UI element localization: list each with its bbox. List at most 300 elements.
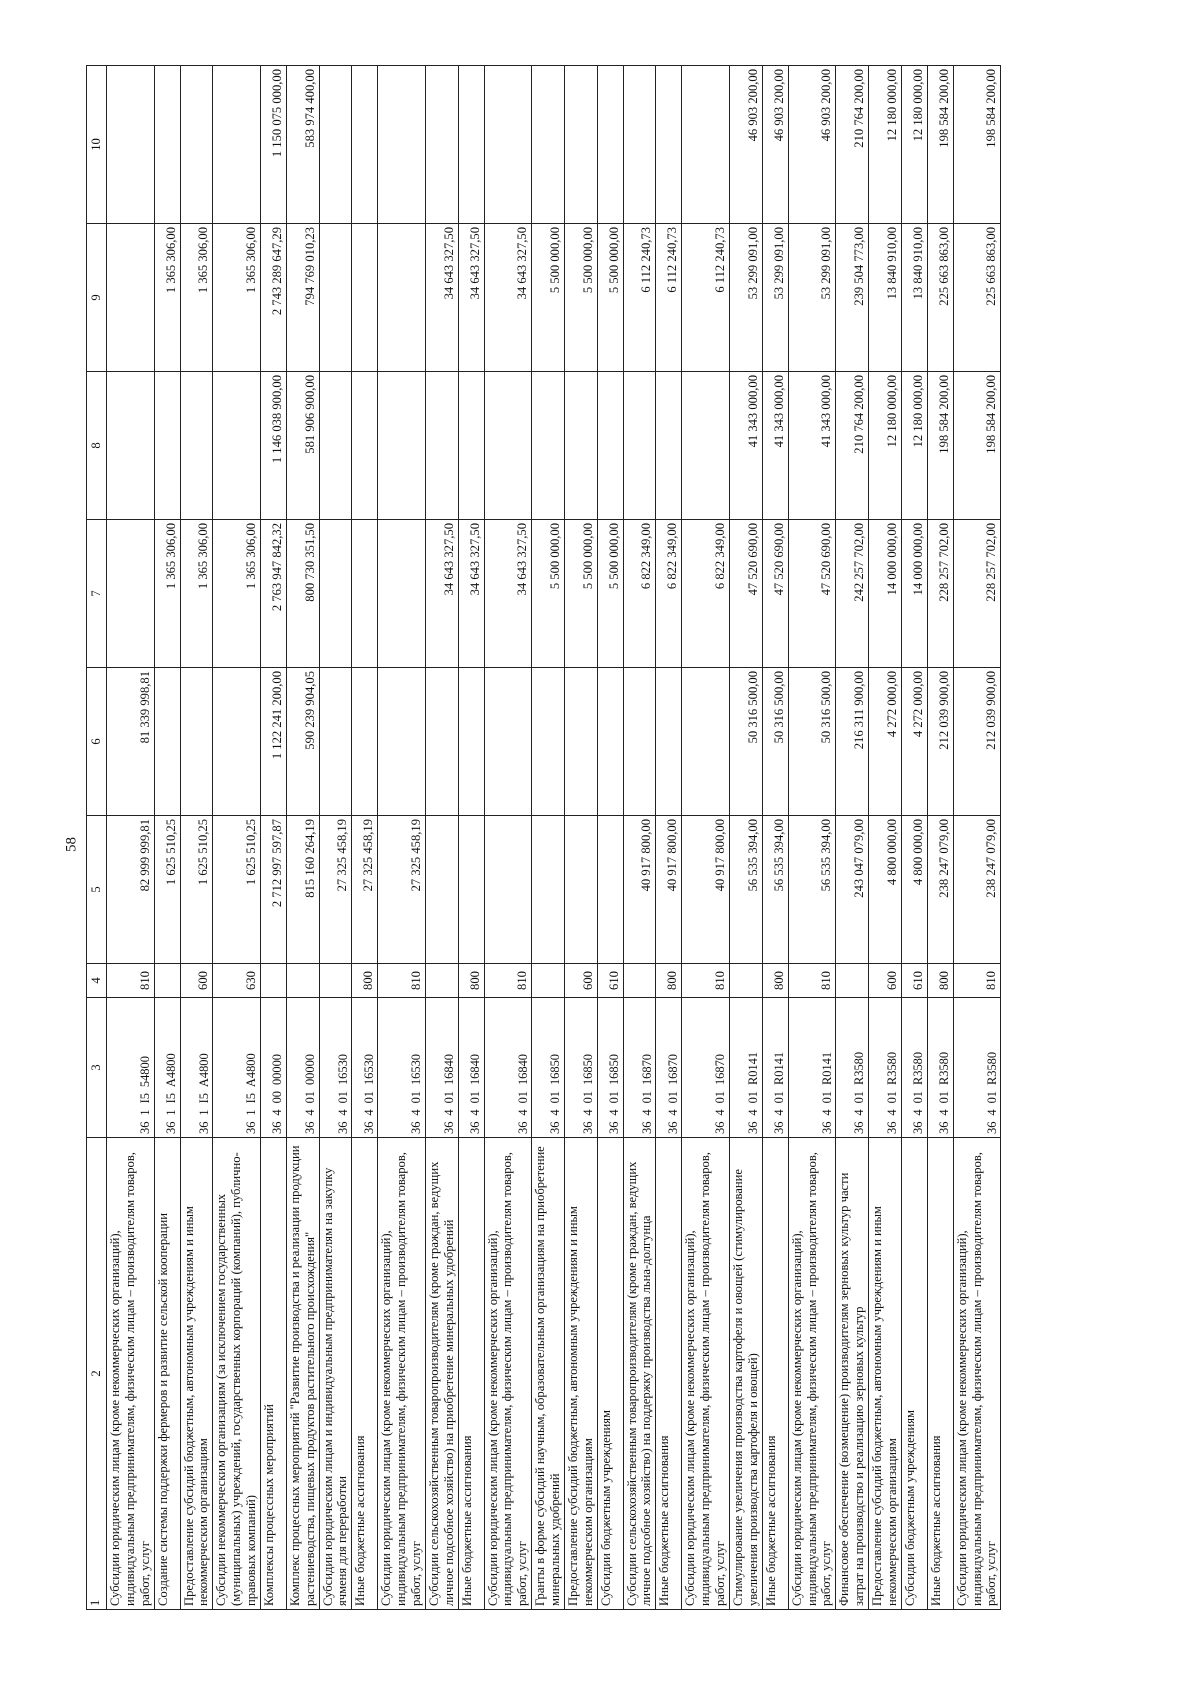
- row-value-c9: 1 365 306,00: [180, 224, 213, 372]
- table-row: [532, 66, 565, 1610]
- code-part: 4: [885, 1109, 900, 1116]
- table-row: [107, 66, 155, 1610]
- row-vr: [319, 964, 352, 998]
- column-header: 9: [87, 224, 107, 372]
- row-code: [532, 998, 565, 1138]
- code-part: R3580: [885, 1051, 900, 1086]
- row-value-c5: 2 712 997 597,87: [260, 816, 286, 964]
- code-part: 36: [441, 1121, 456, 1134]
- row-value-c9: 53 299 091,00: [762, 224, 788, 372]
- row-value-c7: 1 365 306,00: [213, 520, 261, 668]
- row-value-c6: 81 339 998,81: [107, 668, 155, 816]
- row-value-c8: 12 180 000,00: [901, 372, 927, 520]
- row-name: Иные бюджетные ассигнования: [656, 1138, 682, 1610]
- row-value-c10: [532, 66, 565, 224]
- row-value-c7: [352, 520, 378, 668]
- row-vr: 800: [458, 964, 484, 998]
- row-vr: 610: [901, 964, 927, 998]
- row-vr: 610: [597, 964, 623, 998]
- row-value-c5: 27 325 458,19: [352, 816, 378, 964]
- row-value-c9: 6 112 240,73: [656, 224, 682, 372]
- row-value-c6: [682, 668, 730, 816]
- row-value-c8: [107, 372, 155, 520]
- row-value-c9: 5 500 000,00: [532, 224, 565, 372]
- code-part: I5: [244, 1093, 259, 1104]
- code-part: R3580: [984, 1051, 999, 1086]
- row-value-c8: [682, 372, 730, 520]
- code-part: 4: [335, 1109, 350, 1116]
- column-header: 8: [87, 372, 107, 520]
- column-header: 6: [87, 668, 107, 816]
- table-body: [107, 66, 1001, 1610]
- code-part: 36: [713, 1121, 728, 1134]
- row-vr: 600: [868, 964, 901, 998]
- row-name: Комплекс процессных мероприятий "Развитие производства и реализации продукции растениеводства, пищевых продуктов растительного происхождения": [286, 1138, 319, 1610]
- row-value-c5: 40 917 800,00: [623, 816, 656, 964]
- table-row: [729, 66, 762, 1610]
- row-value-c8: [180, 372, 213, 520]
- row-value-c8: [458, 372, 484, 520]
- row-value-c10: [623, 66, 656, 224]
- row-value-c10: [319, 66, 352, 224]
- row-value-c10: 46 903 200,00: [729, 66, 762, 224]
- row-code: [213, 998, 261, 1138]
- code-part: 01: [639, 1091, 654, 1104]
- row-value-c7: 34 643 327,50: [425, 520, 458, 668]
- row-name: Субсидии некоммерческим организациям (за исключением государственных (муниципальных) учреждений, государственных корпораций (компаний), публично-правовых компаний): [213, 1138, 261, 1610]
- table-row: [352, 66, 378, 1610]
- row-value-c8: [425, 372, 458, 520]
- row-code: [484, 998, 532, 1138]
- row-value-c6: [532, 668, 565, 816]
- code-part: 4: [441, 1109, 456, 1116]
- row-value-c7: [378, 520, 426, 668]
- row-value-c9: 53 299 091,00: [788, 224, 836, 372]
- code-part: 16530: [409, 1054, 424, 1086]
- row-value-c6: 50 316 500,00: [729, 668, 762, 816]
- code-part: 16840: [515, 1054, 530, 1086]
- code-part: 00000: [270, 1054, 285, 1086]
- table-row: [901, 66, 927, 1610]
- code-part: I5: [163, 1093, 178, 1104]
- code-part: 01: [984, 1091, 999, 1104]
- row-code: [597, 998, 623, 1138]
- row-value-c10: [378, 66, 426, 224]
- row-code: [927, 998, 953, 1138]
- row-value-c10: 12 180 000,00: [901, 66, 927, 224]
- row-value-c7: 228 257 702,00: [927, 520, 953, 668]
- row-name: Субсидии юридическим лицам (кроме некоммерческих организаций), индивидуальным предпринимателям, физическим лицам – производителям товаров, работ, услуг: [484, 1138, 532, 1610]
- row-vr: 800: [352, 964, 378, 998]
- row-name: Субсидии юридическим лицам (кроме некоммерческих организаций), индивидуальным предпринимателям, физическим лицам – производителям товаров, работ, услуг: [378, 1138, 426, 1610]
- row-vr: 800: [762, 964, 788, 998]
- row-value-c10: 198 584 200,00: [927, 66, 953, 224]
- code-part: 4: [581, 1109, 595, 1116]
- row-value-c10: [180, 66, 213, 224]
- row-code: [564, 998, 597, 1138]
- row-value-c6: [425, 668, 458, 816]
- row-value-c9: 53 299 091,00: [729, 224, 762, 372]
- table-row: [597, 66, 623, 1610]
- code-part: 4: [302, 1109, 317, 1116]
- code-part: 16870: [665, 1054, 680, 1086]
- row-vr: [623, 964, 656, 998]
- column-header: 7: [87, 520, 107, 668]
- code-part: 01: [467, 1091, 482, 1104]
- row-code: [154, 998, 180, 1138]
- row-vr: 600: [180, 964, 213, 998]
- code-part: 36: [581, 1121, 595, 1134]
- table-row: [927, 66, 953, 1610]
- row-value-c8: 1 146 038 900,00: [260, 372, 286, 520]
- row-value-c7: 6 822 349,00: [656, 520, 682, 668]
- code-part: 01: [607, 1091, 621, 1104]
- row-value-c10: [107, 66, 155, 224]
- row-code: [623, 998, 656, 1138]
- code-part: 36: [819, 1121, 834, 1134]
- row-value-c10: [564, 66, 597, 224]
- code-part: 36: [302, 1121, 317, 1134]
- row-value-c10: [458, 66, 484, 224]
- code-part: 36: [937, 1121, 952, 1134]
- row-value-c6: 590 239 904,05: [286, 668, 319, 816]
- code-part: 16840: [467, 1054, 482, 1086]
- code-part: 00: [270, 1091, 285, 1104]
- code-part: 4: [937, 1109, 952, 1116]
- row-vr: 810: [107, 964, 155, 998]
- row-value-c5: [597, 816, 623, 964]
- row-code: [260, 998, 286, 1138]
- row-value-c8: 41 343 000,00: [729, 372, 762, 520]
- code-part: 36: [911, 1121, 926, 1134]
- row-vr: 600: [564, 964, 597, 998]
- row-value-c8: 198 584 200,00: [927, 372, 953, 520]
- row-value-c9: 6 112 240,73: [623, 224, 656, 372]
- row-value-c10: [682, 66, 730, 224]
- table-row: [953, 66, 1001, 1610]
- row-name: Гранты в форме субсидий научным, образовательным организациям на приобретение минеральных удобрений: [532, 1138, 565, 1610]
- row-value-c9: 239 504 773,00: [836, 224, 869, 372]
- rotated-table-wrapper: [86, 66, 1144, 1610]
- code-part: 36: [772, 1121, 787, 1134]
- code-part: 01: [937, 1091, 952, 1104]
- row-value-c10: [484, 66, 532, 224]
- table-row: [286, 66, 319, 1610]
- row-name: Субсидии юридическим лицам (кроме некоммерческих организаций), индивидуальным предпринимателям, физическим лицам – производителям товаров, работ, услуг: [953, 1138, 1001, 1610]
- row-value-c7: 1 365 306,00: [154, 520, 180, 668]
- row-code: [682, 998, 730, 1138]
- row-value-c7: [319, 520, 352, 668]
- row-value-c8: [656, 372, 682, 520]
- column-header: 4: [87, 964, 107, 998]
- row-value-c7: 47 520 690,00: [729, 520, 762, 668]
- row-code: [901, 998, 927, 1138]
- row-code: [762, 998, 788, 1138]
- row-value-c5: 1 625 510,25: [213, 816, 261, 964]
- code-part: 01: [772, 1091, 787, 1104]
- code-part: 01: [713, 1091, 728, 1104]
- code-part: 16850: [581, 1054, 595, 1086]
- row-value-c5: [484, 816, 532, 964]
- code-part: 00000: [302, 1054, 317, 1086]
- column-header: 5: [87, 816, 107, 964]
- row-value-c9: 34 643 327,50: [484, 224, 532, 372]
- row-value-c6: 4 272 000,00: [868, 668, 901, 816]
- row-value-c10: 210 764 200,00: [836, 66, 869, 224]
- row-vr: [425, 964, 458, 998]
- row-value-c7: 6 822 349,00: [682, 520, 730, 668]
- code-part: 36: [270, 1121, 285, 1134]
- code-part: 4: [639, 1109, 654, 1116]
- row-vr: [729, 964, 762, 998]
- row-value-c5: 4 800 000,00: [901, 816, 927, 964]
- row-name: Субсидии юридическим лицам (кроме некоммерческих организаций), индивидуальным предпринимателям, физическим лицам – производителям товаров, работ, услуг: [107, 1138, 155, 1610]
- row-name: Стимулирование увеличения производства картофеля и овощей (стимулирование увеличения производства картофеля и овощей): [729, 1138, 762, 1610]
- row-value-c5: 56 535 394,00: [729, 816, 762, 964]
- row-value-c10: 1 150 075 000,00: [260, 66, 286, 224]
- row-value-c6: [656, 668, 682, 816]
- row-name: Иные бюджетные ассигнования: [927, 1138, 953, 1610]
- row-value-c7: 5 500 000,00: [597, 520, 623, 668]
- code-part: 4: [548, 1109, 563, 1116]
- row-value-c8: 12 180 000,00: [868, 372, 901, 520]
- row-value-c10: [656, 66, 682, 224]
- code-part: R3580: [911, 1051, 926, 1086]
- code-part: A4800: [196, 1053, 211, 1088]
- code-part: 4: [665, 1109, 680, 1116]
- code-part: 4: [713, 1109, 728, 1116]
- table-row: [564, 66, 597, 1610]
- row-value-c10: [352, 66, 378, 224]
- code-part: 4: [270, 1109, 285, 1116]
- code-part: 4: [746, 1109, 761, 1116]
- code-part: 1: [196, 1109, 211, 1116]
- row-name: Субсидии юридическим лицам (кроме некоммерческих организаций), индивидуальным предпринимателям, физическим лицам – производителям товаров, работ, услуг: [788, 1138, 836, 1610]
- code-part: 01: [548, 1091, 563, 1104]
- row-value-c6: [623, 668, 656, 816]
- code-part: 36: [885, 1121, 900, 1134]
- code-part: 36: [515, 1121, 530, 1134]
- table-row: [319, 66, 352, 1610]
- code-part: 16530: [335, 1054, 350, 1086]
- row-code: [319, 998, 352, 1138]
- code-part: 36: [361, 1121, 376, 1134]
- code-part: 36: [467, 1121, 482, 1134]
- row-value-c7: 800 730 351,50: [286, 520, 319, 668]
- row-code: [352, 998, 378, 1138]
- code-part: 16530: [361, 1054, 376, 1086]
- code-part: 4: [819, 1109, 834, 1116]
- row-value-c8: 581 906 900,00: [286, 372, 319, 520]
- code-part: R3580: [852, 1051, 867, 1086]
- row-value-c9: 225 663 863,00: [927, 224, 953, 372]
- code-part: 16840: [441, 1054, 456, 1086]
- row-value-c10: 46 903 200,00: [762, 66, 788, 224]
- table-row: [154, 66, 180, 1610]
- row-value-c8: 198 584 200,00: [953, 372, 1001, 520]
- column-header: 10: [87, 66, 107, 224]
- row-value-c8: [378, 372, 426, 520]
- table-row: [623, 66, 656, 1610]
- row-value-c9: 34 643 327,50: [458, 224, 484, 372]
- code-part: 36: [409, 1121, 424, 1134]
- row-value-c6: [564, 668, 597, 816]
- row-value-c10: [213, 66, 261, 224]
- row-value-c7: 2 763 947 842,32: [260, 520, 286, 668]
- column-header: 3: [87, 998, 107, 1138]
- row-name: Создание системы поддержки фермеров и развитие сельской кооперации: [154, 1138, 180, 1610]
- code-part: 01: [665, 1091, 680, 1104]
- row-value-c9: 225 663 863,00: [953, 224, 1001, 372]
- row-value-c9: [352, 224, 378, 372]
- row-vr: 630: [213, 964, 261, 998]
- row-value-c6: [484, 668, 532, 816]
- code-part: 4: [409, 1109, 424, 1116]
- code-part: 36: [335, 1121, 350, 1134]
- row-code: [378, 998, 426, 1138]
- row-value-c6: [458, 668, 484, 816]
- row-value-c10: 46 903 200,00: [788, 66, 836, 224]
- row-value-c7: 5 500 000,00: [532, 520, 565, 668]
- row-vr: 810: [953, 964, 1001, 998]
- row-value-c5: 56 535 394,00: [788, 816, 836, 964]
- code-part: 01: [441, 1091, 456, 1104]
- code-part: R0141: [772, 1051, 787, 1086]
- row-value-c9: 5 500 000,00: [564, 224, 597, 372]
- row-value-c8: [532, 372, 565, 520]
- row-value-c5: 4 800 000,00: [868, 816, 901, 964]
- row-value-c6: 50 316 500,00: [788, 668, 836, 816]
- row-name: Субсидии юридическим лицам и индивидуальным предпринимателям на закупку ячменя для переработки: [319, 1138, 352, 1610]
- row-value-c10: 583 974 400,00: [286, 66, 319, 224]
- table-row: [836, 66, 869, 1610]
- row-value-c7: 47 520 690,00: [788, 520, 836, 668]
- row-code: [868, 998, 901, 1138]
- row-vr: [286, 964, 319, 998]
- table-row: [425, 66, 458, 1610]
- row-value-c10: 198 584 200,00: [953, 66, 1001, 224]
- table-row: [180, 66, 213, 1610]
- row-value-c10: [425, 66, 458, 224]
- row-value-c9: 13 840 910,00: [868, 224, 901, 372]
- row-value-c6: [352, 668, 378, 816]
- row-value-c5: 27 325 458,19: [319, 816, 352, 964]
- row-name: Иные бюджетные ассигнования: [762, 1138, 788, 1610]
- row-value-c8: [319, 372, 352, 520]
- row-value-c8: [597, 372, 623, 520]
- row-name: Иные бюджетные ассигнования: [352, 1138, 378, 1610]
- row-value-c9: 794 769 010,23: [286, 224, 319, 372]
- code-part: R3580: [937, 1051, 952, 1086]
- table-row: [762, 66, 788, 1610]
- row-value-c8: 41 343 000,00: [762, 372, 788, 520]
- row-value-c7: 34 643 327,50: [458, 520, 484, 668]
- row-value-c8: [564, 372, 597, 520]
- row-value-c9: 6 112 240,73: [682, 224, 730, 372]
- row-vr: 800: [656, 964, 682, 998]
- row-vr: [836, 964, 869, 998]
- row-code: [425, 998, 458, 1138]
- row-name: Субсидии юридическим лицам (кроме некоммерческих организаций), индивидуальным предпринимателям, физическим лицам – производителям товаров, работ, услуг: [682, 1138, 730, 1610]
- code-part: 4: [515, 1109, 530, 1116]
- row-value-c10: [597, 66, 623, 224]
- row-value-c9: [378, 224, 426, 372]
- row-value-c6: [597, 668, 623, 816]
- row-value-c10: 12 180 000,00: [868, 66, 901, 224]
- column-header-first: 1: [88, 1599, 102, 1606]
- row-value-c8: [213, 372, 261, 520]
- row-value-c5: 27 325 458,19: [378, 816, 426, 964]
- row-value-c5: [564, 816, 597, 964]
- code-part: 4: [984, 1109, 999, 1116]
- row-code: [788, 998, 836, 1138]
- row-value-c6: [319, 668, 352, 816]
- row-value-c5: [532, 816, 565, 964]
- row-value-c5: 243 047 079,00: [836, 816, 869, 964]
- code-part: 4: [467, 1109, 482, 1116]
- row-value-c8: 41 343 000,00: [788, 372, 836, 520]
- row-vr: 810: [378, 964, 426, 998]
- table-row: [656, 66, 682, 1610]
- row-value-c8: [154, 372, 180, 520]
- row-value-c5: 815 160 264,19: [286, 816, 319, 964]
- row-value-c6: 1 122 241 200,00: [260, 668, 286, 816]
- row-vr: 810: [788, 964, 836, 998]
- row-name: Субсидии бюджетным учреждениям: [597, 1138, 623, 1610]
- row-value-c5: 238 247 079,00: [927, 816, 953, 964]
- code-part: 01: [819, 1091, 834, 1104]
- row-code: [286, 998, 319, 1138]
- code-part: R0141: [746, 1051, 761, 1086]
- row-value-c6: 4 272 000,00: [901, 668, 927, 816]
- code-part: 36: [852, 1121, 867, 1134]
- row-value-c5: 56 535 394,00: [762, 816, 788, 964]
- code-part: 01: [885, 1091, 900, 1104]
- code-part: 01: [361, 1091, 376, 1104]
- row-value-c5: 238 247 079,00: [953, 816, 1001, 964]
- row-value-c8: [623, 372, 656, 520]
- row-value-c7: [107, 520, 155, 668]
- code-part: 01: [911, 1091, 926, 1104]
- code-part: 4: [852, 1109, 867, 1116]
- row-name: Предоставление субсидий бюджетным, автономным учреждениям и иным некоммерческим организациям: [180, 1138, 213, 1610]
- row-value-c5: 82 999 999,81: [107, 816, 155, 964]
- row-value-c6: 212 039 900,00: [927, 668, 953, 816]
- row-value-c8: [352, 372, 378, 520]
- row-name: Иные бюджетные ассигнования: [458, 1138, 484, 1610]
- row-value-c8: 210 764 200,00: [836, 372, 869, 520]
- row-code: [458, 998, 484, 1138]
- row-code: [107, 998, 155, 1138]
- code-part: 16870: [713, 1054, 728, 1086]
- row-value-c5: [425, 816, 458, 964]
- row-vr: 800: [927, 964, 953, 998]
- row-vr: [154, 964, 180, 998]
- code-part: 4: [911, 1109, 926, 1116]
- code-part: 36: [607, 1121, 621, 1134]
- row-name: Субсидии бюджетным учреждениям: [901, 1138, 927, 1610]
- row-value-c5: [458, 816, 484, 964]
- code-part: 4: [607, 1109, 621, 1116]
- code-part: I5: [137, 1093, 152, 1104]
- row-code: [836, 998, 869, 1138]
- code-part: 01: [515, 1091, 530, 1104]
- code-part: 54800: [137, 1056, 152, 1088]
- row-name: Комплексы процессных мероприятий: [260, 1138, 286, 1610]
- code-part: 36: [137, 1121, 152, 1134]
- code-part: 36: [196, 1121, 211, 1134]
- row-vr: 810: [484, 964, 532, 998]
